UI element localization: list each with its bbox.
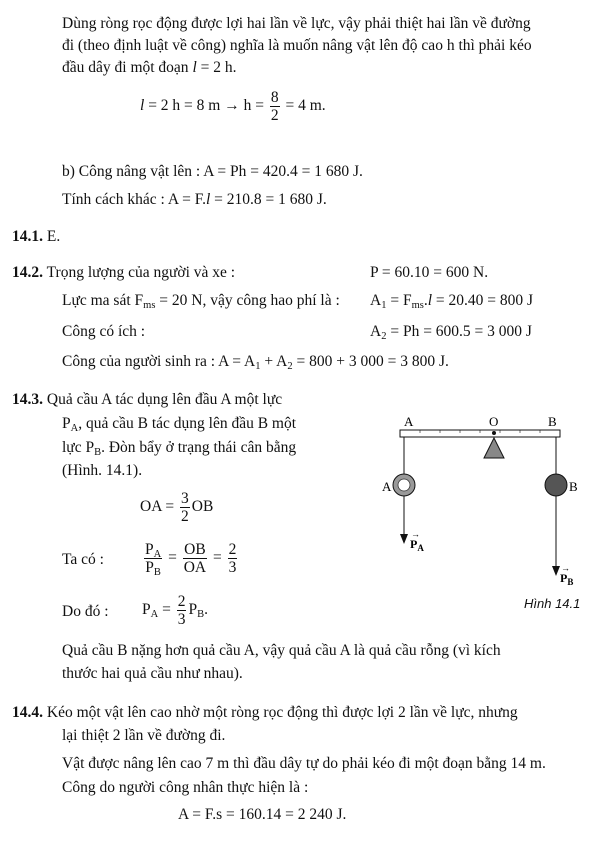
ball-a-label: A <box>382 479 392 494</box>
weight-label: Trọng lượng của người và xe : <box>46 264 236 281</box>
fraction-numerator: 3 <box>181 489 189 507</box>
force-a-arrowhead <box>400 534 408 544</box>
p143-line-3: . Đòn bẩy ở trạng thái cân bằng <box>101 439 297 456</box>
eq1-left: OA = <box>140 498 175 515</box>
fraction-pa-pb <box>144 541 162 576</box>
fraction-denominator: OA <box>183 558 207 576</box>
problem-14-2-weight <box>12 263 235 283</box>
problem-14-3-line-4: (Hình. 14.1). <box>62 462 143 479</box>
alt-method-line <box>62 190 327 210</box>
equation-pa-pb: $P_A$ = $\frac{2}{3}$ $P_B$. <box>142 592 208 628</box>
alt-var-l: l <box>205 191 211 208</box>
fraction-2-3 <box>228 541 238 576</box>
pb-den-sub: B <box>153 566 161 578</box>
eq3-left-sub: A <box>150 609 159 620</box>
fraction-numerator: 8 <box>270 88 279 106</box>
total-sub2: 2 <box>287 361 293 372</box>
ball-b <box>545 474 567 496</box>
eq3-right-sub: B <box>197 609 205 620</box>
eq3-end: . <box>204 601 208 618</box>
a1-sub2: ms <box>411 300 424 311</box>
fraction-ob-oa <box>183 541 207 576</box>
a1-dot: . <box>423 292 428 309</box>
fraction-denominator: 2 <box>270 106 279 124</box>
eq1-right: OB <box>191 498 214 515</box>
ta-co-label: Ta có : <box>62 551 104 568</box>
problem-14-4-line-1 <box>12 703 518 723</box>
problem-number: 14.4. <box>12 704 43 721</box>
intro-line-2: đi (theo định luật về công) nghĩa là muốn nâng vật lên độ cao h thì phải kéo <box>62 37 532 54</box>
friction-post: = 20 N, vậy công hao phí là : <box>155 292 340 309</box>
fraction-denominator: 3 <box>228 558 237 576</box>
label-b: B <box>548 414 557 429</box>
problem-14-1 <box>12 227 60 247</box>
problem-14-3-line-1 <box>12 390 282 410</box>
problem-14-3-line-2 <box>62 414 296 434</box>
fraction-numerator: 2 <box>177 592 186 610</box>
a2-pre: A <box>370 323 382 340</box>
pb-symbol: lực P <box>62 439 95 456</box>
fraction-numerator: OB <box>184 540 206 558</box>
total-sub1: 1 <box>255 361 261 372</box>
useful-work-label: Công có ích : <box>62 323 146 340</box>
pivot-point <box>492 431 496 435</box>
friction-sub: ms <box>143 300 156 311</box>
intro-line-1: Dùng ròng rọc động được lợi hai lần về lực, vậy phải thiệt hai lần về đường <box>62 15 531 32</box>
eq-end: = 4 m. <box>285 97 326 114</box>
problem-14-4-line-5: A = F.s = 160.14 = 2 240 J. <box>178 806 347 823</box>
fraction-denominator <box>144 559 162 576</box>
do-do-label: Do đó : <box>62 603 109 620</box>
label-a: A <box>404 414 414 429</box>
intro-line-3-text: đầu dây đi một đoạn <box>62 59 189 76</box>
total-mid: + A <box>260 353 288 370</box>
ball-a-hollow <box>398 479 410 491</box>
pa-sub: A <box>70 423 79 434</box>
a1-end: = 20.40 = 800 J <box>432 292 534 309</box>
a1-pre: A <box>370 292 382 309</box>
lever-figure <box>370 408 590 590</box>
pa-num-sub: A <box>153 548 162 560</box>
force-a-label: $P_A$ <box>410 537 424 553</box>
force-b-label: $P_B$ <box>560 571 574 587</box>
friction-pre: Lực ma sát F <box>62 292 144 309</box>
alt-start: Tính cách khác : A = F. <box>62 191 206 208</box>
a2-value <box>370 322 532 342</box>
friction-line <box>62 291 340 311</box>
total-end: = 800 + 3 000 = 3 800 J. <box>292 353 449 370</box>
p143-line-1: Quả cầu A tác dụng lên đầu A một lực <box>46 391 283 408</box>
fraction-denominator: 3 <box>177 610 186 628</box>
eq3-left: P <box>142 601 151 618</box>
conclusion-line-1: Quả cầu B nặng hơn quả cầu A, vậy quả cầu A là quả cầu rỗng (vì kích <box>62 642 501 659</box>
pa-symbol: P <box>62 415 71 432</box>
figure-caption: Hình 14.1 <box>524 596 581 611</box>
problem-number: 14.2. <box>12 264 43 281</box>
p144-line-1: Kéo một vật lên cao nhờ một ròng rọc động thì được lợi 2 lần về lực, nhưng <box>46 704 518 721</box>
part-b-line: b) Công nâng vật lên : A = Ph = 420.4 = 1 680 J. <box>62 163 363 180</box>
equation-oa-ob <box>140 488 213 528</box>
a1-sub: 1 <box>381 300 387 311</box>
pb-den: P <box>145 558 154 576</box>
a2-sub: 2 <box>381 331 387 342</box>
equation-l <box>140 88 326 128</box>
weight-value: P = 60.10 = 600 N. <box>370 264 489 281</box>
force-a-vector-arrow: → <box>411 529 420 539</box>
a2-end: = Ph = 600.5 = 3 000 J <box>386 323 532 340</box>
total-work-line <box>62 352 449 372</box>
alt-end: = 210.8 = 1 680 J. <box>210 191 327 208</box>
problem-answer: E. <box>46 228 61 245</box>
problem-14-4-line-2: lại thiệt 2 lần về đường đi. <box>62 727 226 744</box>
conclusion-line-2: thước hai quả cầu như nhau). <box>62 665 243 682</box>
pa-num: P <box>145 540 154 558</box>
intro-line-3-end: = 2 h. <box>196 59 237 76</box>
p143-line-2: , quả cầu B tác dụng lên đầu B một <box>78 415 297 432</box>
ball-b-label: B <box>569 479 578 494</box>
force-b-arrowhead <box>552 566 560 576</box>
eq-mid: = 2 h = 8 m → h = <box>144 97 264 114</box>
total-pre: Công của người sinh ra : A = A <box>62 353 256 370</box>
pb-sub: B <box>94 447 102 458</box>
fraction-3-2 <box>180 490 190 525</box>
equation-ratio: $\frac{P_A}{P_B}$ = $\frac{OB}{OA}$ = $\frac{2}{3}$ <box>145 540 237 578</box>
problem-14-4-line-3: Vật được nâng lên cao 7 m thì đầu dây tự do phải kéo đi một đoạn bằng 14 m. <box>62 755 546 772</box>
fraction-denominator: 2 <box>181 507 189 525</box>
fraction-numerator <box>144 541 162 559</box>
eq-var-l: l <box>140 97 145 114</box>
fraction-8-2 <box>270 89 280 124</box>
force-b-vector-arrow: → <box>561 563 570 573</box>
fraction-numerator: 2 <box>228 540 237 558</box>
problem-number: 14.1. <box>12 228 43 245</box>
problem-14-3-line-3 <box>62 438 296 458</box>
problem-14-4-line-4: Công do người công nhân thực hiện là : <box>62 779 309 796</box>
problem-number: 14.3. <box>12 391 43 408</box>
label-o: O <box>489 414 499 429</box>
var-l: l <box>192 59 197 76</box>
a1-value <box>370 291 533 311</box>
a1-mid: = F <box>386 292 412 309</box>
fulcrum <box>484 438 504 458</box>
a1-var-l: l <box>427 292 433 309</box>
fraction-2-3b <box>177 593 187 628</box>
intro-line-3 <box>62 58 237 78</box>
eq3-right: P <box>188 601 198 618</box>
